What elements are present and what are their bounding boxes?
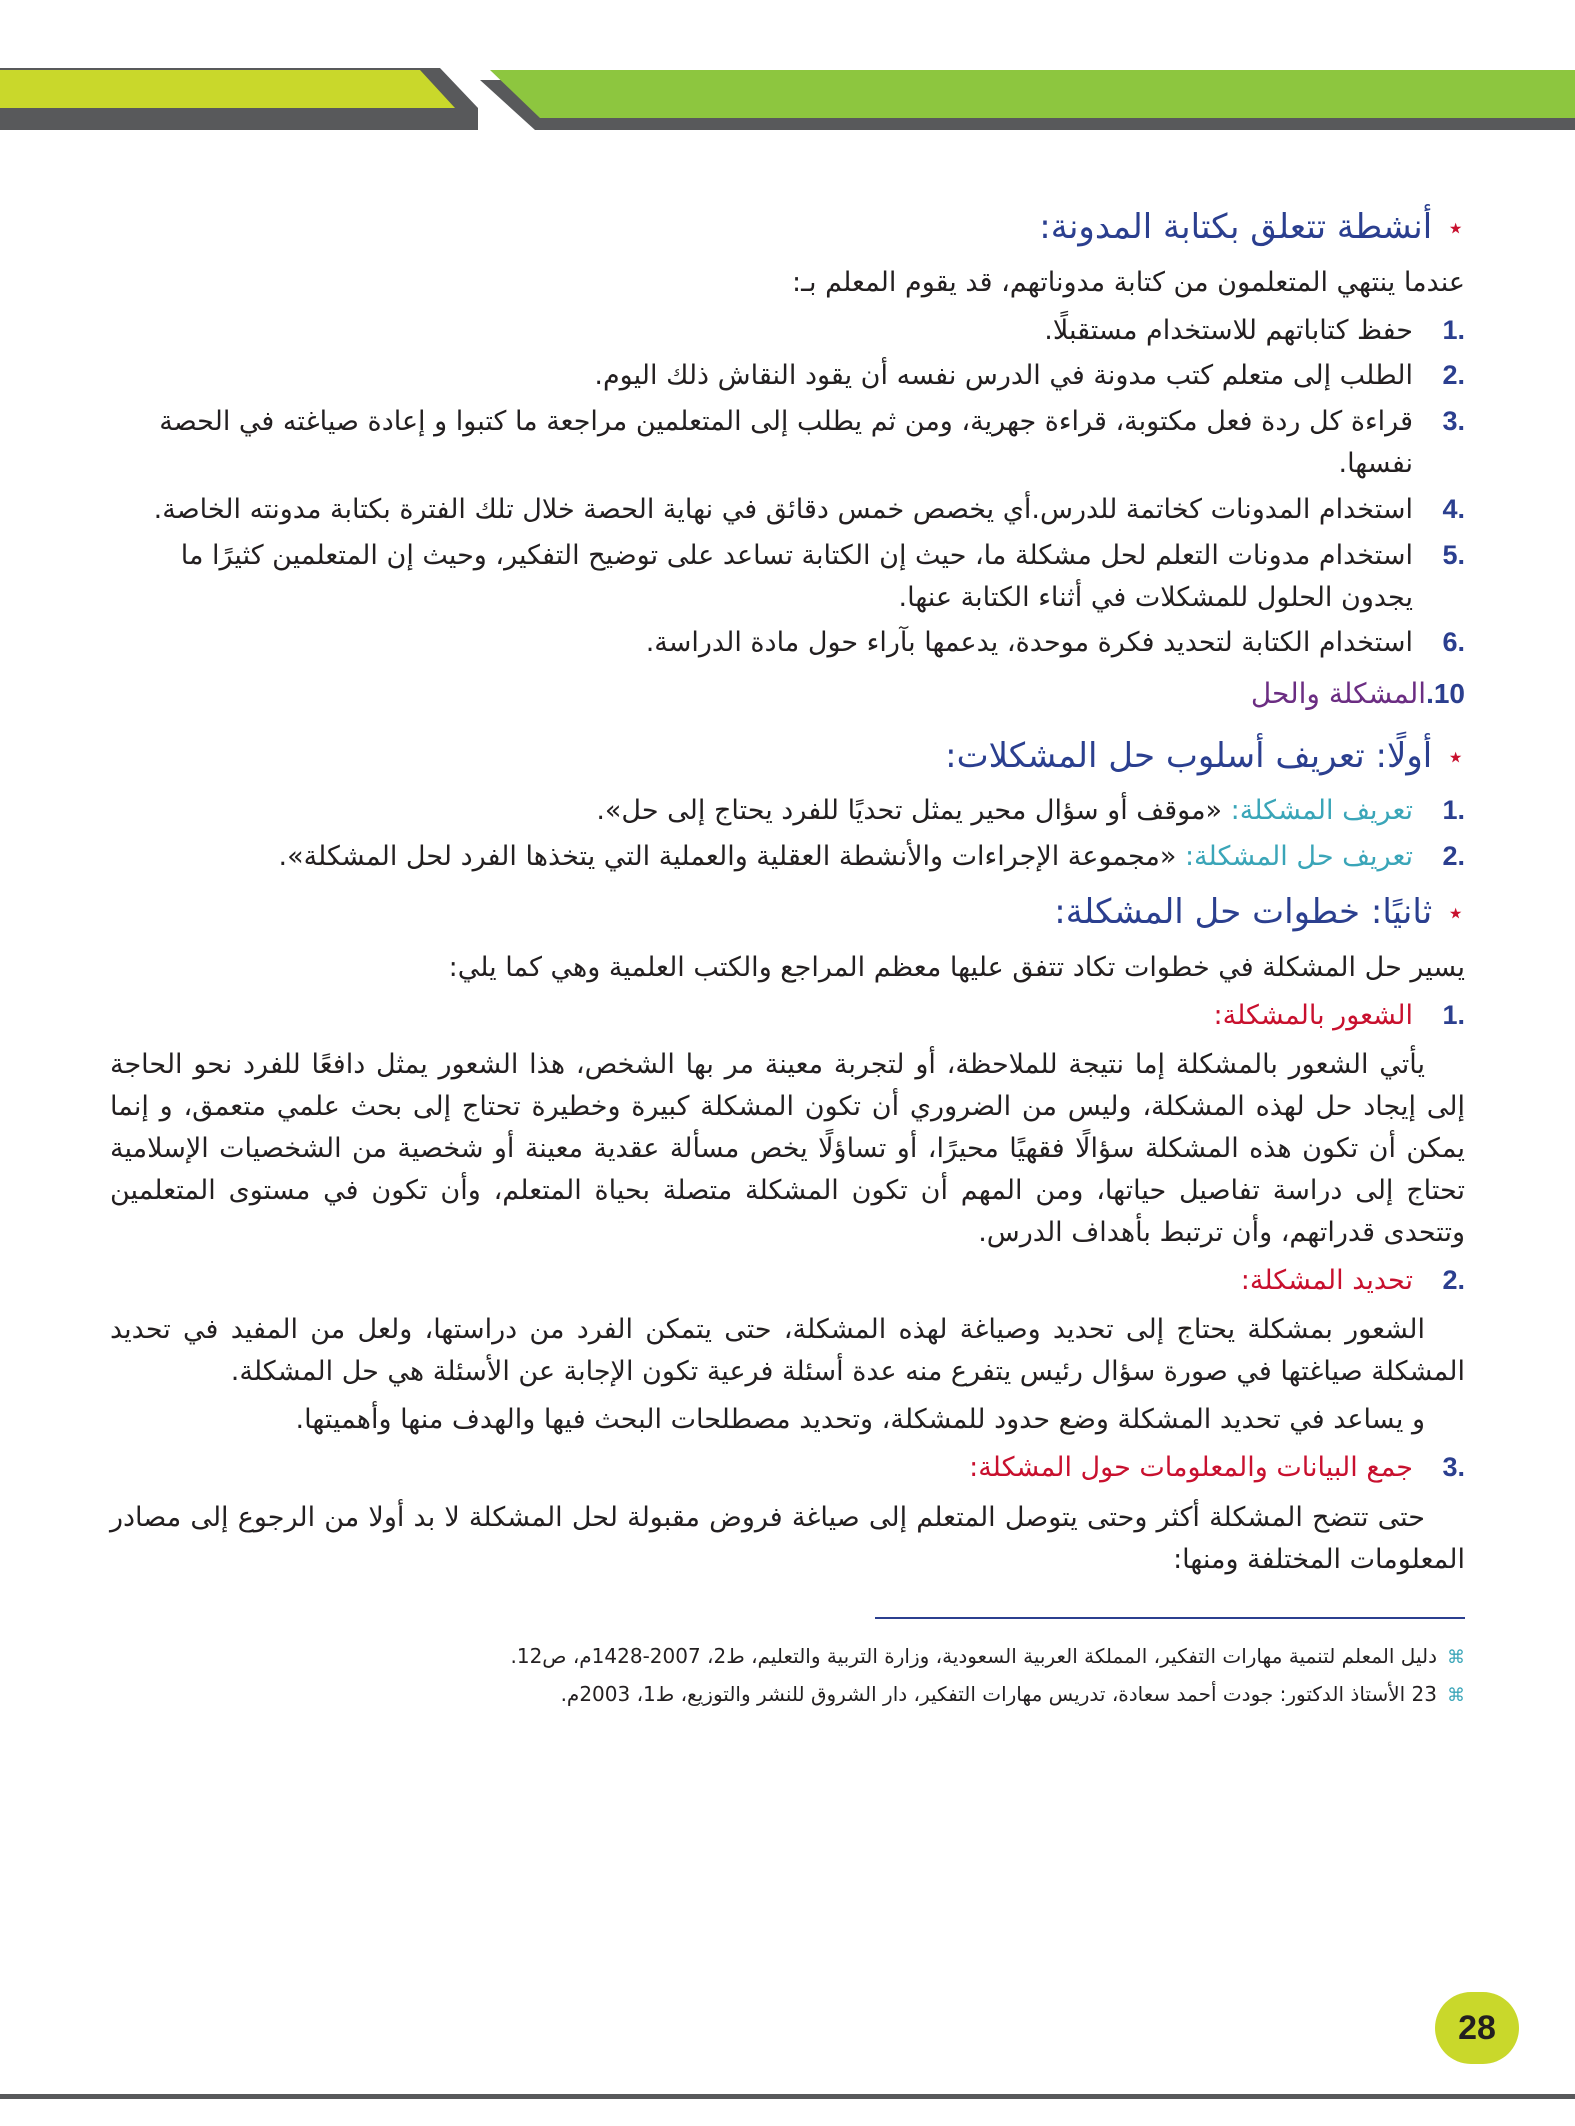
steps-heading: ⋆ثانيًا: خطوات حل المشكلة: bbox=[1054, 892, 1465, 933]
footnote: ⌘23 الأستاذ الدكتور: جودت أحمد سعادة، تدريس مهارات التفكير، دار الشروق للنشر والتوزيع، ط1، 2003م. bbox=[560, 1681, 1465, 1706]
list-item: 2. تعريف حل المشكلة: «مجموعة الإجراءات والأنشطة العقلية والعملية التي يتخذها الفرد لحل المشكلة». bbox=[110, 836, 1465, 878]
list-item: 5. استخدام مدونات التعلم لحل مشكلة ما، حيث إن الكتابة تساعد على توضيح التفكير، وحيث إن المتعلمين كثيرًا ما يجدون الحلول للمشكلات في أثناء الكتابة عنها. bbox=[110, 535, 1465, 619]
item-number: 2. bbox=[1442, 360, 1465, 391]
definitions-heading: ⋆أولًا: تعريف أسلوب حل المشكلات: bbox=[945, 735, 1465, 776]
band-lime bbox=[0, 70, 455, 108]
item-number: 2. bbox=[1442, 841, 1465, 872]
page-number: 28 bbox=[1435, 1992, 1519, 2064]
list-item: 1. تعريف المشكلة: «موقف أو سؤال محير يمثل تحديًا للفرد يحتاج إلى حل». bbox=[110, 790, 1465, 832]
definitions-list bbox=[110, 790, 1465, 878]
step-1 bbox=[110, 995, 1465, 1037]
step-title: 2. تحديد المشكلة: bbox=[110, 1260, 1465, 1302]
step-2-paragraph: الشعور بمشكلة يحتاج إلى تحديد وصياغة لهذه المشكلة، حتى يتمكن الفرد من دراستها، ولعل من المفيد في تحديد المشكلة صياغتها في صورة سؤال رئيس يتفرع منه عدة أسئلة فرعية تكون الإجابة عن الأسئلة هي حل المشكلة. bbox=[110, 1314, 1465, 1388]
teal-bullet-icon: ⌘ bbox=[1447, 1646, 1465, 1668]
red-star-icon: ⋆ bbox=[1446, 211, 1465, 246]
step-title: 1. الشعور بالمشكلة: bbox=[110, 995, 1465, 1037]
step-2 bbox=[110, 1260, 1465, 1302]
list-item: 3. قراءة كل ردة فعل مكتوبة، قراءة جهرية، ومن ثم يطلب إلى المتعلمين مراجعة ما كتبوا و إعادة صياغته في الحصة نفسها. bbox=[110, 401, 1465, 485]
item-number: 1. bbox=[1442, 314, 1465, 345]
list-item: 4. استخدام المدونات كخاتمة للدرس.أي يخصص خمس دقائق في نهاية الحصة خلال تلك الفترة بكتابة مدونته الخاصة. bbox=[110, 489, 1465, 531]
list-item: 1. حفظ كتاباتهم للاستخدام مستقبلًا. bbox=[110, 310, 1465, 352]
definition-label: تعريف حل المشكلة: bbox=[1184, 841, 1413, 873]
definition-label: تعريف المشكلة: bbox=[1230, 795, 1413, 827]
page-content bbox=[110, 195, 1465, 1713]
steps-intro: يسير حل المشكلة في خطوات تكاد تتفق عليها معظم المراجع والكتب العلمية وهي كما يلي: bbox=[448, 951, 1465, 983]
footnote: ⌘دليل المعلم لتنمية مهارات التفكير، المملكة العربية السعودية، وزارة التربية والتعليم، ط2، 2007-1428م، ص12. bbox=[510, 1643, 1465, 1668]
red-star-icon: ⋆ bbox=[1446, 739, 1465, 775]
item-number: 1. bbox=[1442, 795, 1465, 826]
item-number: 1. bbox=[1442, 999, 1465, 1030]
section-number: 10. bbox=[1426, 678, 1465, 710]
step-1-paragraph: يأتي الشعور بالمشكلة إما نتيجة للملاحظة، أو لتجربة معينة مر بها الشخص، هذا الشعور يمثل دافعًا للفرد نحو الحاجة إلى إيجاد حل لهذه المشكلة، وليس من الضروري أن تكون المشكلة كبيرة وخطيرة تحتاج إلى بحث علمي متعمق، و إنما يمكن أن تكون هذه المشكلة سؤالًا فقهيًا محيرًا، أو تساؤلًا يخص مسألة عقدية معينة أو شخصية من الشخصيات الإسلامية تحتاج إلى دراسة تفاصيل حياتها، ومن المهم أن تكون المشكلة متصلة بحياة المتعلم، وأن تكون في مستوى المتعلمين وتتحدى قدراتهم، وأن ترتبط بأهداف الدرس. bbox=[110, 1049, 1465, 1248]
band-green bbox=[490, 70, 1575, 118]
list-item: 6. استخدام الكتابة لتحديد فكرة موحدة، يدعمها بآراء حول مادة الدراسة. bbox=[110, 622, 1465, 664]
list-item: 2. الطلب إلى متعلم كتب مدونة في الدرس نفسه أن يقود النقاش ذلك اليوم. bbox=[110, 355, 1465, 397]
item-number: 4. bbox=[1442, 493, 1465, 524]
footnotes bbox=[110, 1637, 1465, 1713]
item-number: 3. bbox=[1442, 406, 1465, 437]
item-number: 6. bbox=[1442, 627, 1465, 658]
step-2-paragraph-2: و يساعد في تحديد المشكلة وضع حدود للمشكلة، وتحديد مصطلحات البحث فيها والهدف منها وأهميتها. bbox=[295, 1404, 1425, 1436]
teal-bullet-icon: ⌘ bbox=[1447, 1684, 1465, 1706]
footnote-divider bbox=[875, 1617, 1465, 1619]
item-number: 3. bbox=[1442, 1452, 1465, 1483]
step-3 bbox=[110, 1447, 1465, 1489]
section-title: 10.المشكلة والحل bbox=[1250, 677, 1465, 711]
step-title: 3. جمع البيانات والمعلومات حول المشكلة: bbox=[110, 1447, 1465, 1489]
header-band bbox=[0, 0, 1575, 140]
red-star-icon: ⋆ bbox=[1446, 896, 1465, 932]
writing-activities-list bbox=[110, 310, 1465, 665]
bottom-rule bbox=[0, 2094, 1575, 2099]
item-number: 2. bbox=[1442, 1264, 1465, 1295]
writing-activities-intro: عندما ينتهي المتعلمون من كتابة مدوناتهم، قد يقوم المعلم بـ: bbox=[792, 266, 1465, 298]
item-number: 5. bbox=[1442, 539, 1465, 570]
step-3-paragraph: حتى تتضح المشكلة أكثر وحتى يتوصل المتعلم إلى صياغة فروض مقبولة لحل المشكلة لا بد أولا من الرجوع إلى مصادر المعلومات المختلفة ومنها: bbox=[110, 1501, 1465, 1575]
writing-activities-heading: ⋆أنشطة تتعلق بكتابة المدونة: bbox=[1039, 207, 1465, 247]
